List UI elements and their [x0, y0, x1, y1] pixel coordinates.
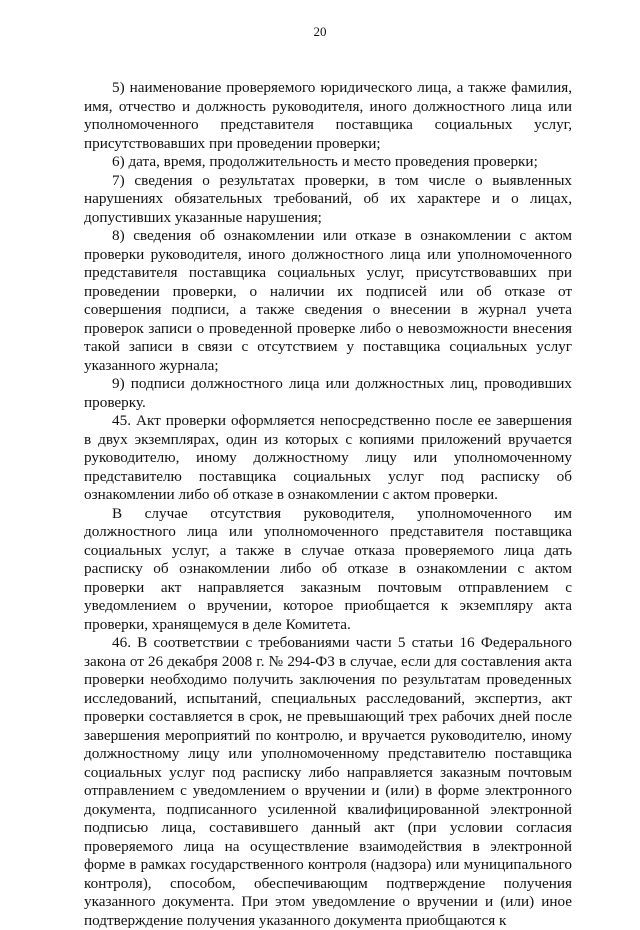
- paragraph-item-6: 6) дата, время, продолжительность и место проведения проверки;: [112, 153, 538, 170]
- paragraph-item-7: 7) сведения о результатах проверки, в том числе о выявленных нарушениях обязательных требований, об их характере и о лицах, допустивших указанные нарушения;: [84, 171, 572, 226]
- paragraph-clause-45-absence: В случае отсутствия руководителя, уполномоченного им должностного лица или уполномоченного представителя поставщика социальных услуг, а также в случае отказа проверяемого лица дать расписку об ознакомлении либо об отказе в ознакомлении с актом проверки акт направляется заказным почтовым отправлением с уведомлением о вручении, которое приобщается к экземпляру акта проверки, хранящемуся в деле Комитета.: [84, 504, 572, 633]
- document-body: [84, 79, 572, 930]
- page-number: 20: [313, 24, 327, 39]
- paragraph-clause-45: 45. Акт проверки оформляется непосредственно после ее завершения в двух экземплярах, один из которых с копиями приложений вручается руководителю, иному должностному лицу или уполномоченному представителю поставщика социальных услуг под расписку об ознакомлении либо об отказе в ознакомлении с актом проверки.: [84, 412, 572, 503]
- paragraph-item-8: 8) сведения об ознакомлении или отказе в ознакомлении с актом проверки руководителя, иного должностного лица или уполномоченного представителя поставщика социальных услуг, присутствовавших при проведении проверки, о наличии их подписей или об отказе от совершения подписи, а также сведения о внесении в журнал учета проверок записи о проведенной проверке либо о невозможности внесения такой записи в связи с отсутствием у поставщика социальных услуг указанного журнала;: [84, 227, 572, 374]
- paragraph-item-9: 9) подписи должностного лица или должностных лиц, проводивших проверку.: [84, 375, 572, 411]
- paragraph-clause-46: 46. В соответствии с требованиями части 5 статьи 16 Федерального закона от 26 декабря 2008 г. № 294-ФЗ в случае, если для составления акта проверки необходимо получить заключения по результатам проведенных исследований, испытаний, специальных расследований, экспертиз, акт проверки составляется в срок, не превышающий трех рабочих дней после завершения мероприятий по контролю, и вручается руководителю, иному должностному лицу или уполномоченному представителю поставщика социальных услуг под расписку либо направляется заказным почтовым отправлением с уведомлением о вручении и (или) в форме электронного документа, подписанного усиленной квалифицированной электронной подписью лица, составившего данный акт (при условии согласия проверяемого лица на осуществление взаимодействия в электронной форме в рамках государственного контроля (надзора) или муниципального контроля), способом, обеспечивающим подтверждение получения указанного документа. При этом уведомление о вручении и (или) иное подтверждение получения указанного документа приобщаются к: [84, 634, 572, 929]
- paragraph-item-5: 5) наименование проверяемого юридического лица, а также фамилия, имя, отчество и должность руководителя, иного должностного лица или уполномоченного представителя поставщика социальных услуг, присутствовавших при проведении проверки;: [84, 79, 572, 152]
